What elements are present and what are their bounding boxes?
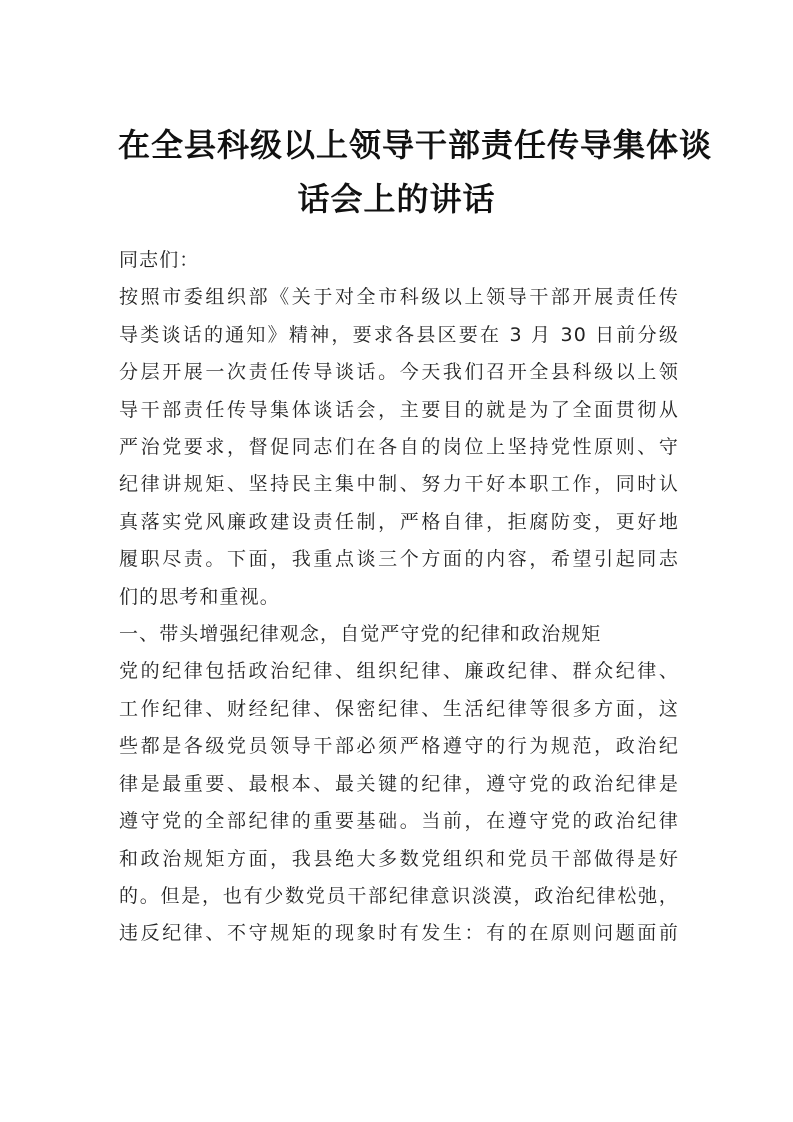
paragraph-line: 导类谈话的通知》精神，要求各县区要在 3 月 30 日前分级 <box>119 323 679 346</box>
paragraph-line: 遵守党的全部纪律的重要基础。当前，在遵守党的政治纪律 <box>119 810 679 833</box>
title-line: 在全县科级以上领导干部责任传导集体谈 <box>118 126 713 164</box>
paragraph-line: 履职尽责。下面，我重点谈三个方面的内容，希望引起同志 <box>119 548 679 571</box>
paragraph-line: 按照市委组织部《关于对全市科级以上领导干部开展责任传 <box>119 286 679 309</box>
section-heading <box>119 616 679 653</box>
paragraph-line: 和政治规矩方面，我县绝大多数党组织和党员干部做得是好 <box>119 847 679 870</box>
salutation <box>119 242 679 279</box>
salutation-line: 同志们： <box>119 249 200 271</box>
paragraph-line: 真落实党风廉政建设责任制，严格自律，拒腐防变，更好地 <box>119 510 679 533</box>
paragraph-line: 严治党要求，督促同志们在各自的岗位上坚持党性原则、守 <box>119 436 679 459</box>
paragraph-discipline <box>119 653 679 952</box>
paragraph-line: 分层开展一次责任传导谈话。今天我们召开全县科级以上领 <box>119 361 679 384</box>
paragraph-line: 导干部责任传导集体谈话会，主要目的就是为了全面贯彻从 <box>119 398 679 421</box>
paragraph-line: 违反纪律、不守规矩的现象时有发生：有的在原则问题面前 <box>119 922 679 945</box>
title-line: 话会上的讲话 <box>297 180 496 218</box>
paragraph-line: 纪律讲规矩、坚持民主集中制、努力干好本职工作，同时认 <box>119 473 679 496</box>
document-body <box>119 242 679 953</box>
paragraph-line: 党的纪律包括政治纪律、组织纪律、廉政纪律、群众纪律、 <box>119 660 679 683</box>
document-title <box>118 118 713 226</box>
paragraph-line: 们的思考和重视。 <box>119 585 280 608</box>
paragraph-line: 工作纪律、财经纪律、保密纪律、生活纪律等很多方面，这 <box>119 697 679 720</box>
section-heading-line: 一、带头增强纪律观念，自觉严守党的纪律和政治规矩 <box>119 623 602 646</box>
paragraph-line: 的。但是，也有少数党员干部纪律意识淡漠，政治纪律松弛， <box>119 884 679 907</box>
paragraph-intro <box>119 279 679 616</box>
paragraph-line: 些都是各级党员领导干部必须严格遵守的行为规范，政治纪 <box>119 735 679 758</box>
paragraph-line: 律是最重要、最根本、最关键的纪律，遵守党的政治纪律是 <box>119 772 679 795</box>
